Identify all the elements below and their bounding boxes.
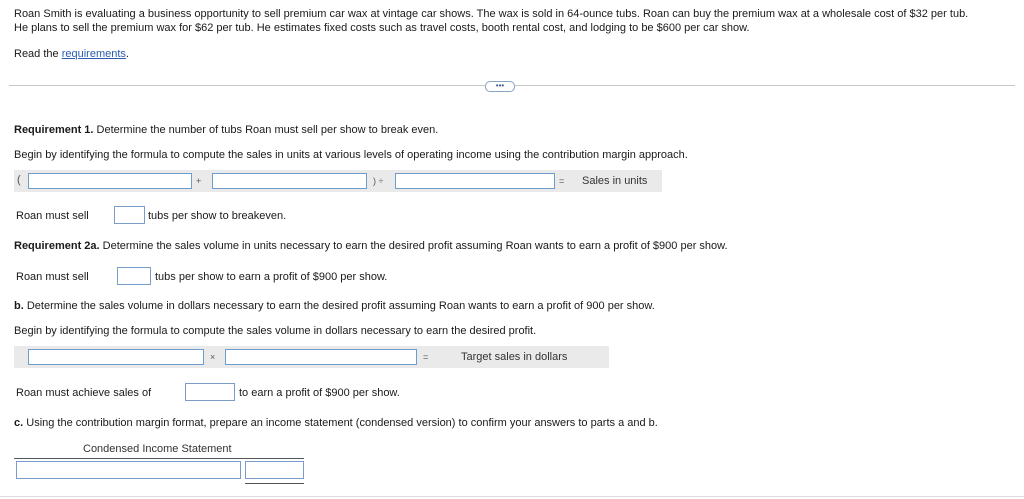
req2a-heading (14, 239, 728, 254)
statement-header-rule (14, 458, 304, 459)
target-sales-dollars-label: Target sales in dollars (461, 351, 568, 363)
req2c-heading (14, 416, 658, 431)
req2b-answer-prefix: Roan must achieve sales of (16, 387, 152, 399)
sales-in-units-label: Sales in units (582, 175, 648, 187)
statement-row-1-label-input[interactable] (16, 461, 241, 479)
req1-answer-prefix: Roan must sell (16, 210, 89, 222)
read-prefix: Read the (14, 48, 62, 60)
read-suffix: . (125, 48, 129, 60)
bottom-border (0, 496, 1024, 497)
open-paren: ( (17, 174, 21, 186)
income-statement-title: Condensed Income Statement (83, 443, 232, 455)
formula-units-field-2[interactable] (212, 173, 367, 189)
read-requirements-line (14, 47, 129, 62)
requirements-link[interactable]: requirements (61, 48, 126, 60)
req2b-heading (14, 299, 655, 314)
req1-begin-text: Begin by identifying the formula to compute the sales in units at various levels of operating income using the contribution margin approach. (14, 149, 688, 161)
req2a-label: Requirement 2a. (14, 240, 100, 252)
close-paren-divide-operator: ) ÷ (373, 176, 384, 186)
problem-text-line-2: He plans to sell the premium wax for $62 per tub. He estimates fixed costs such as travel costs, booth rental cost, and lodging to be $600 per car show. (14, 22, 750, 34)
problem-text-line-1: Roan Smith is evaluating a business opportunity to sell premium car wax at vintage car shows. The wax is sold in 64-ounce tubs. Roan can buy the premium wax at a wholesale cost of $32 per tub. (14, 8, 969, 20)
formula-units-field-1[interactable] (28, 173, 192, 189)
req2a-answer-prefix: Roan must sell (16, 271, 89, 283)
req2a-text: Determine the sales volume in units necessary to earn the desired profit assuming Roan wants to earn a profit of $900 per show. (99, 240, 728, 252)
target-profit-units-input[interactable] (117, 267, 151, 285)
req1-answer-suffix: tubs per show to breakeven. (148, 210, 287, 222)
equals-operator-2: = (423, 352, 429, 362)
formula-units-field-3[interactable] (395, 173, 555, 189)
formula-dollars-field-1[interactable] (28, 349, 204, 365)
req2b-begin-text: Begin by identifying the formula to compute the sales volume in dollars necessary to earn the desired profit. (14, 325, 537, 337)
target-sales-dollars-input[interactable] (185, 383, 235, 401)
req1-label: Requirement 1. (14, 124, 94, 136)
plus-operator: + (196, 176, 202, 186)
formula-dollars-field-2[interactable] (225, 349, 417, 365)
expand-ellipsis-button[interactable]: ••• (485, 81, 515, 92)
req2c-text: Using the contribution margin format, prepare an income statement (condensed version) to confirm your answers to parts a and b. (23, 417, 658, 429)
req2b-label: b. (14, 300, 24, 312)
times-operator: × (210, 352, 216, 362)
req2b-answer-suffix: to earn a profit of $900 per show. (239, 387, 400, 399)
req2c-label: c. (14, 417, 24, 429)
breakeven-units-input[interactable] (114, 206, 145, 224)
req2a-answer-suffix: tubs per show to earn a profit of $900 per show. (155, 271, 388, 283)
equals-operator: = (559, 176, 565, 186)
statement-row-1-amount-input[interactable] (245, 461, 304, 479)
req1-text: Determine the number of tubs Roan must sell per show to break even. (93, 124, 439, 136)
req1-heading (14, 123, 438, 138)
statement-total-rule (245, 483, 304, 484)
req2b-text: Determine the sales volume in dollars necessary to earn the desired profit assuming Roan wants to earn a profit of 900 per show. (23, 300, 655, 312)
